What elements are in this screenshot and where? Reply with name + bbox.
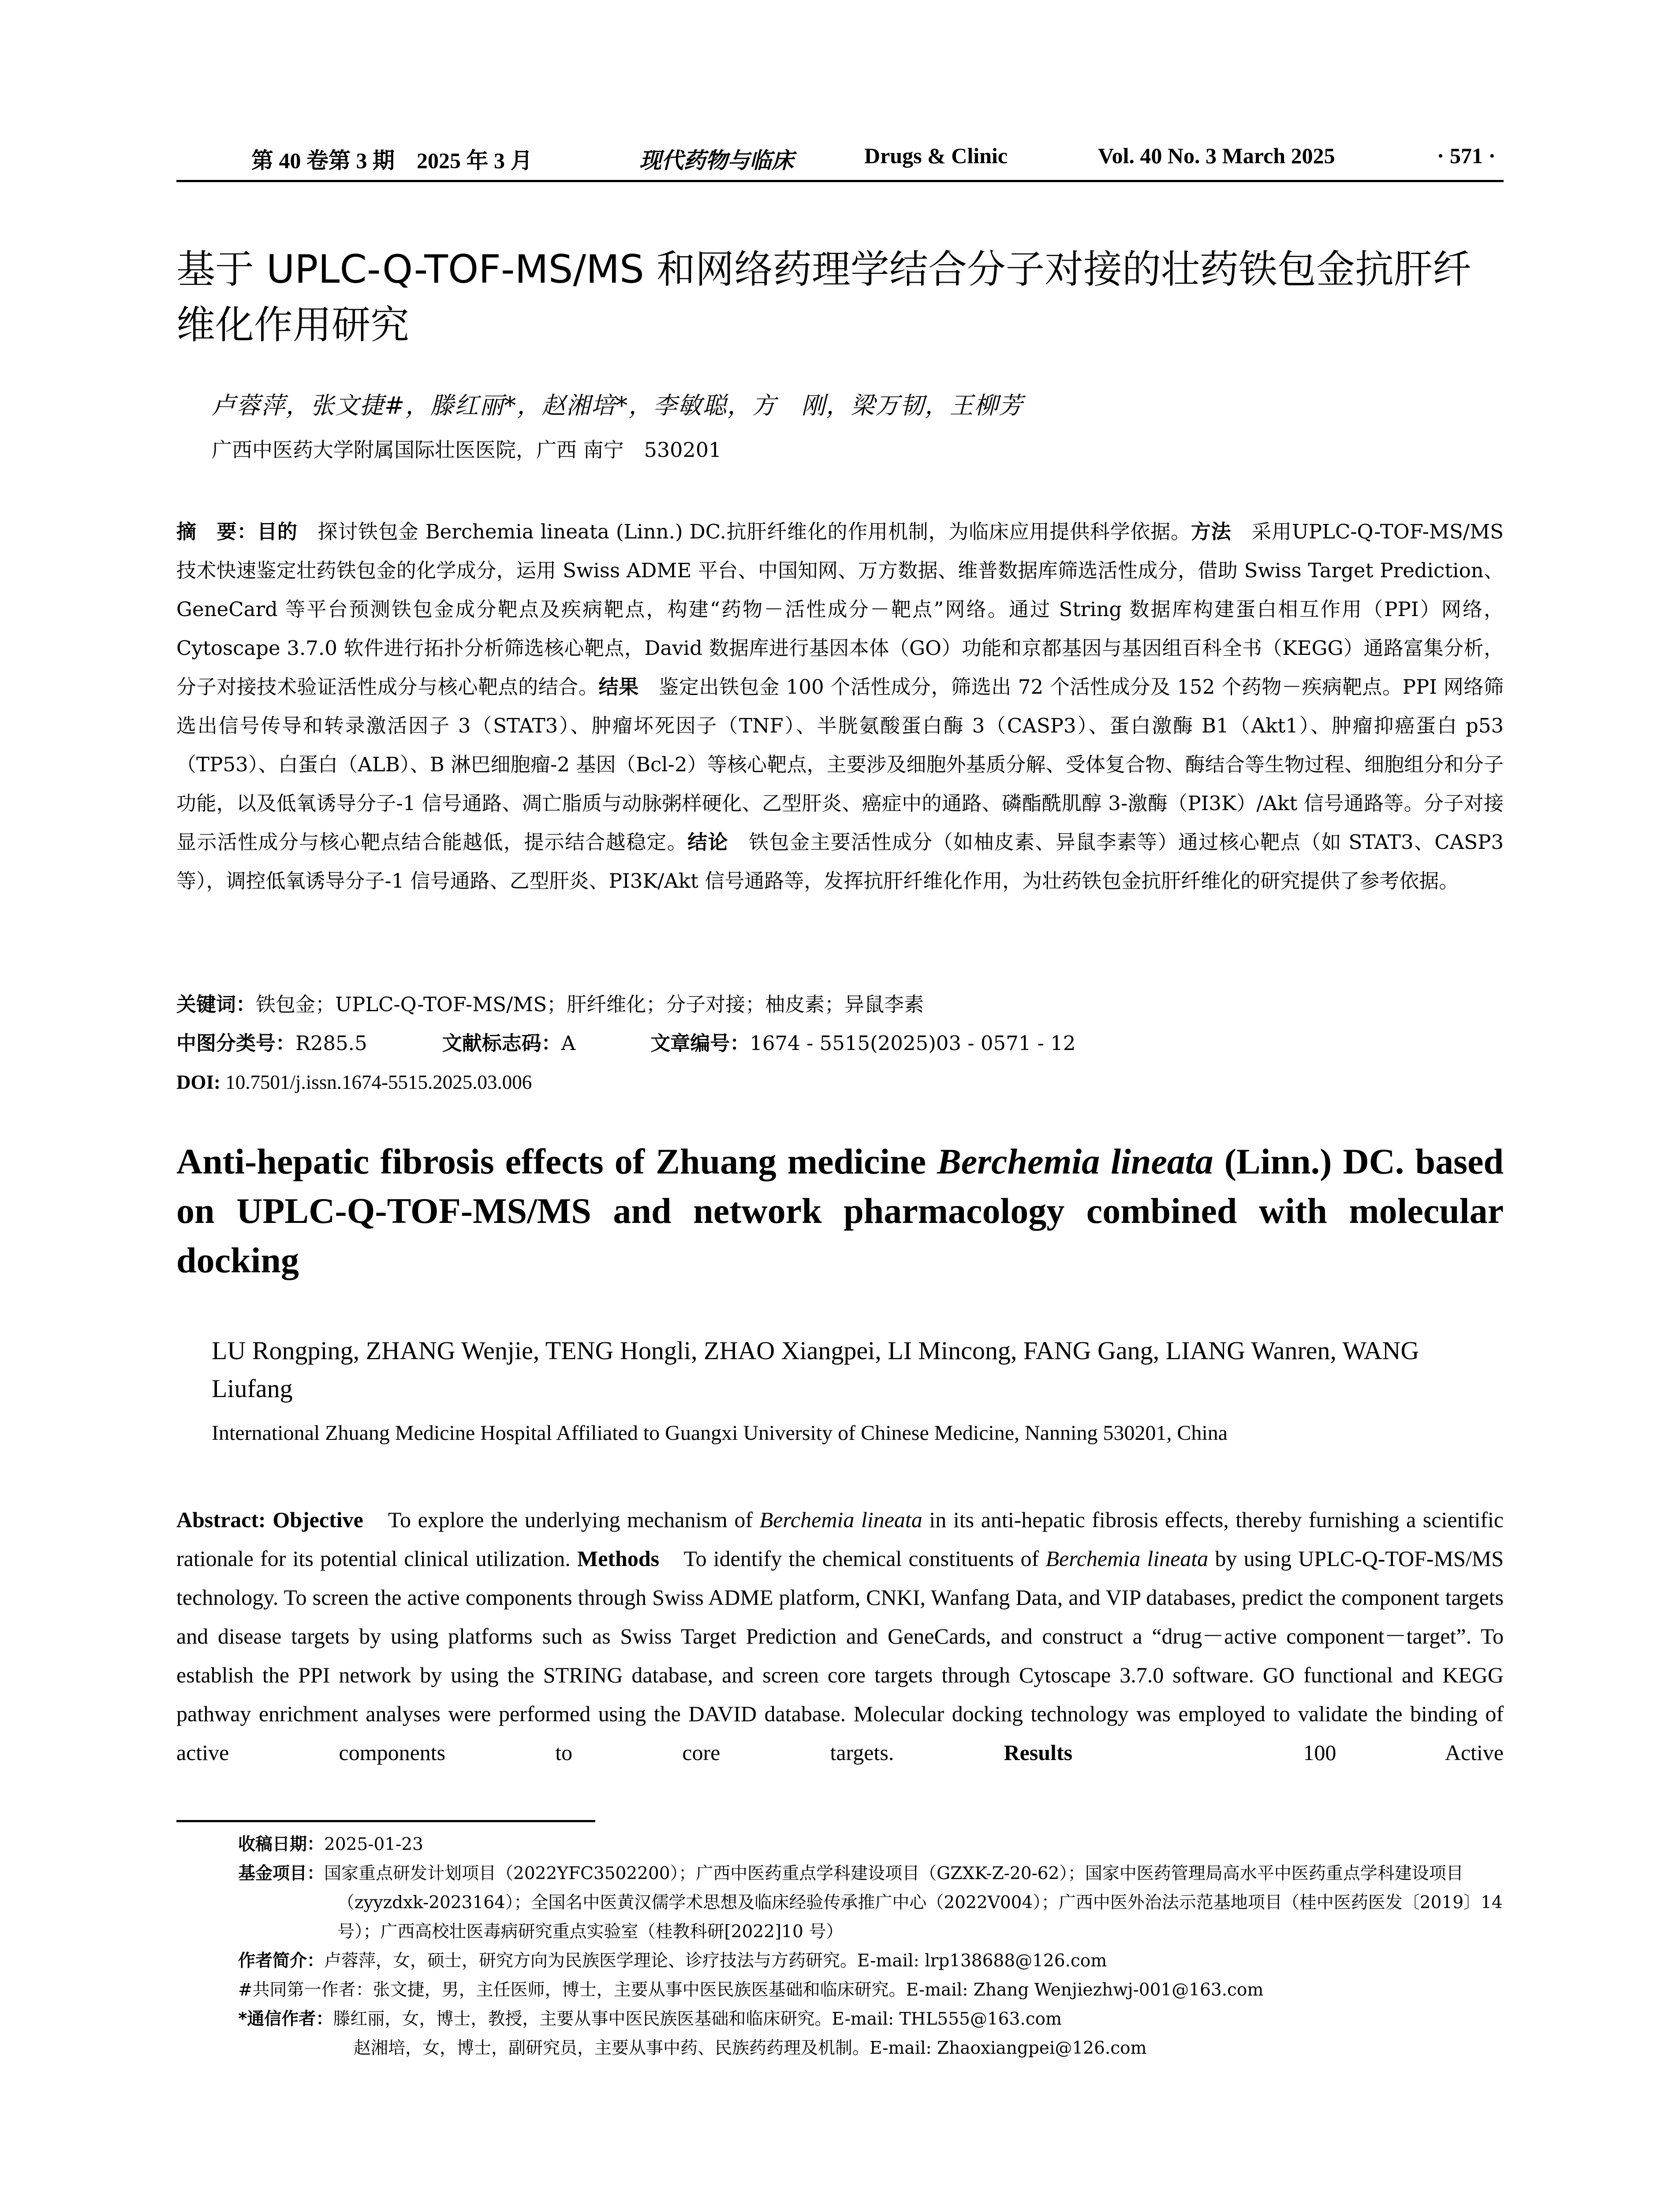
abstract-en-results: 100 Active xyxy=(1072,1740,1504,1765)
abstract-cn-methods: 采用UPLC-Q-TOF-MS/MS 技术快速鉴定壮药铁包金的化学成分，运用 Swiss ADME 平台、中国知网、万方数据、维普数据库筛选活性成分，借助 Swiss Target Prediction、GeneCard 等平台预测铁包金成分靶点及疾病靶点，构建“药物－活性成分－靶点”网络。通过 String 数据库构建蛋白相互作用（PPI）网络，Cytoscape 3.7.0 软件进行拓扑分析筛选核心靶点，David 数据库进行基因本体（GO）功能和京都基因与基因组百科全书（KEGG）通路富集分析，分子对接技术验证活性成分与核心靶点的结合。 xyxy=(176,520,1504,699)
running-header xyxy=(176,140,1504,182)
author-bio-label: 作者简介： xyxy=(238,1951,325,1971)
header-journal-en: Drugs & Clinic xyxy=(864,143,1008,168)
abstract-en-objective-post: in its anti-hepatic fibrosis effects, thereby furnishing a scientific rationale for its potential clinical utilization. xyxy=(176,1507,1504,1571)
abstract-en-species: Berchemia lineata xyxy=(759,1507,922,1532)
doc-code-label: 文献标志码： xyxy=(442,1031,561,1055)
abstract-en-methods-label: Methods xyxy=(577,1546,660,1571)
abstract-en-species-2: Berchemia lineata xyxy=(1045,1546,1209,1571)
header-page-number: · 571 · xyxy=(1437,143,1496,168)
header-issue: 第 40 卷第 3 期 2025 年 3 月 xyxy=(251,148,533,173)
footnote-cofirst: #共同第一作者：张文捷，男，主任医师，博士，主要从事中医民族医基础和临床研究。E-mail: Zhang Wenjiezhwj-001@163.com xyxy=(238,1980,1264,2000)
footnote-rule xyxy=(176,1820,595,1822)
abstract-en-methods-pre: To identify the chemical constituents of xyxy=(659,1546,1046,1571)
title-en-pre: Anti-hepatic fibrosis effects of Zhuang medicine xyxy=(176,1141,937,1181)
corresponding-1: 滕红丽，女，博士，教授，主要从事中医民族医基础和临床研究。E-mail: THL555@163.com xyxy=(333,2009,1062,2029)
corresponding-label: *通信作者： xyxy=(238,2009,333,2029)
abstract-cn-methods-label: 方法 xyxy=(1191,520,1232,543)
title-en xyxy=(176,1137,1504,1285)
authors-en: LU Rongping, ZHANG Wenjie, TENG Hongli, ZHAO Xiangpei, LI Mincong, FANG Gang, LIANG Wanren, WANG Liufang xyxy=(212,1336,1419,1403)
doi-label: DOI: xyxy=(176,1071,220,1093)
clc-label: 中图分类号： xyxy=(176,1031,296,1055)
abstract-cn xyxy=(176,512,1504,901)
affiliation-cn: 广西中医药大学附属国际壮医医院，广西 南宁 530201 xyxy=(212,438,722,462)
abstract-cn-conclusion: 铁包金主要活性成分（如柚皮素、异鼠李素等）通过核心靶点（如 STAT3、CASP3 等），调控低氧诱导分子-1 信号通路、乙型肝炎、PI3K/Akt 信号通路等，发挥抗肝纤维化作用，为壮药铁包金抗肝纤维化的研究提供了参考依据。 xyxy=(176,830,1504,893)
abstract-en-label: Abstract: xyxy=(176,1507,273,1532)
title-cn: 基于 UPLC-Q-TOF-MS/MS 和网络药理学结合分子对接的壮药铁包金抗肝纤维化作用研究 xyxy=(176,247,1471,348)
abstract-en xyxy=(176,1500,1504,1772)
received-label: 收稿日期： xyxy=(238,1835,325,1854)
doc-code-value: A xyxy=(561,1031,576,1055)
article-no-label: 文章编号： xyxy=(650,1031,750,1055)
footnote-received xyxy=(238,1830,1504,1859)
doi-value[interactable]: 10.7501/j.issn.1674-5515.2025.03.006 xyxy=(220,1071,532,1093)
doi-line xyxy=(176,1063,1504,1102)
received-value: 2025-01-23 xyxy=(324,1835,423,1854)
clc-value: R285.5 xyxy=(295,1031,367,1055)
abstract-en-methods-post: by using UPLC-Q-TOF-MS/MS technology. To screen the active components through Swiss ADME platform, CNKI, Wanfang Data, and VIP databases, predict the component targets and disease targets by using platforms such as Swiss Target Prediction and GeneCards, and construct a “drug－active component－target”. To establish the PPI network by using the STRING database, and screen core targets through Cytoscape 3.7.0 software. GO functional and KEGG pathway enrichment analyses were performed using the DAVID database. Molecular docking technology was employed to validate the binding of active components to core targets. xyxy=(176,1546,1504,1765)
footnote-author xyxy=(238,1947,1504,1976)
header-journal-cn: 现代药物与临床 xyxy=(639,148,794,173)
affiliation-en: International Zhuang Medicine Hospital Affiliated to Guangxi University of Chinese Medicine, Nanning 530201, China xyxy=(212,1421,1228,1445)
funding-value: 国家重点研发计划项目（2022YFC3502200）；广西中医药重点学科建设项目（GZXK-Z-20-62）；国家中医药管理局高水平中医药重点学科建设项目（zyyzdxk-2023164）；全国名中医黄汉儒学术思想及临床经验传承推广中心（2022V004）；广西中医外治法示范基地项目（桂中医药医发〔2019〕14 号）；广西高校壮医毒病研究重点实验室（桂教科研[2022]10 号） xyxy=(324,1864,1503,1942)
abstract-en-objective-pre: To explore the underlying mechanism of xyxy=(363,1507,760,1532)
keywords-cn-value: 铁包金；UPLC-Q-TOF-MS/MS；肝纤维化；分子对接；柚皮素；异鼠李素 xyxy=(256,993,924,1016)
footnote-corresponding-2: 赵湘培，女，博士，副研究员，主要从事中药、民族药药理及机制。E-mail: Zhaoxiangpei@126.com xyxy=(354,2038,1147,2058)
abstract-en-objective-label: Objective xyxy=(273,1507,363,1532)
keywords-cn xyxy=(176,985,1504,1024)
authors-cn: 卢蓉萍，张文捷#，滕红丽*，赵湘培*，李敏聪，方 刚，梁万韧，王柳芳 xyxy=(212,392,1024,419)
author-bio-value: 卢蓉萍，女，硕士，研究方向为民族医学理论、诊疗技法与方药研究。E-mail: lrp138688@126.com xyxy=(324,1951,1107,1971)
abstract-en-results-label: Results xyxy=(1004,1740,1073,1765)
footnote-corresponding xyxy=(238,2005,1504,2034)
abstract-cn-label: 摘 要： xyxy=(176,520,258,543)
funding-label: 基金项目： xyxy=(238,1864,325,1884)
title-en-post: (Linn.) DC. based on UPLC-Q-TOF-MS/MS and network pharmacology combined with molecular docking xyxy=(176,1141,1504,1280)
abstract-cn-conclusion-label: 结论 xyxy=(687,830,728,854)
classification-line xyxy=(176,1024,1504,1063)
abstract-cn-objective-label: 目的 xyxy=(257,520,298,543)
abstract-cn-results-label: 结果 xyxy=(598,675,639,699)
title-en-species: Berchemia lineata xyxy=(937,1141,1213,1181)
footnote-funding xyxy=(238,1859,1504,1947)
header-volume: Vol. 40 No. 3 March 2025 xyxy=(1098,143,1335,168)
abstract-cn-results: 鉴定出铁包金 100 个活性成分，筛选出 72 个活性成分及 152 个药物－疾病靶点。PPI 网络筛选出信号传导和转录激活因子 3（STAT3）、肿瘤坏死因子（TNF）、半胱氨酸蛋白酶 3（CASP3）、蛋白激酶 B1（Akt1）、肿瘤抑癌蛋白 p53（TP53）、白蛋白（ALB）、B 淋巴细胞瘤-2 基因（Bcl-2）等核心靶点，主要涉及细胞外基质分解、受体复合物、酶结合等生物过程、细胞组分和分子功能，以及低氧诱导分子-1 信号通路、凋亡脂质与动脉粥样硬化、乙型肝炎、癌症中的通路、磷酯酰肌醇 3-激酶（PI3K）/Akt 信号通路等。分子对接显示活性成分与核心靶点结合能越低，提示结合越稳定。 xyxy=(176,675,1504,854)
article-no-value: 1674 - 5515(2025)03 - 0571 - 12 xyxy=(750,1031,1076,1055)
abstract-cn-objective: 探讨铁包金 Berchemia lineata (Linn.) DC.抗肝纤维化的作用机制，为临床应用提供科学依据。 xyxy=(297,520,1191,543)
footnotes xyxy=(238,1830,1504,2063)
keywords-cn-label: 关键词： xyxy=(176,993,256,1016)
